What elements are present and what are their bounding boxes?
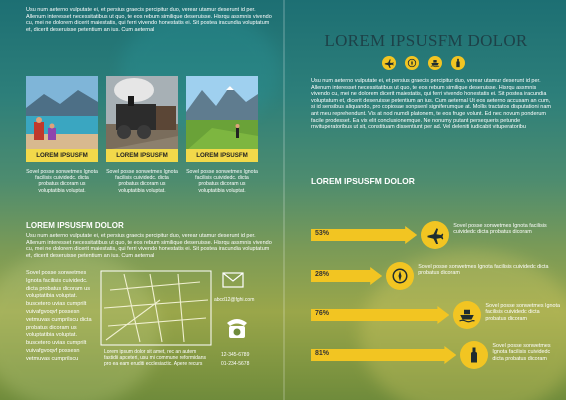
photo-mountain-valley bbox=[186, 76, 258, 151]
right-page-title: LOREM IPSUSFM DOLOR bbox=[324, 31, 528, 50]
bar-plane bbox=[311, 226, 417, 244]
phone-icon bbox=[224, 315, 250, 339]
plane-icon bbox=[382, 56, 396, 70]
bar-value-label: 76% bbox=[315, 310, 330, 317]
compass-icon bbox=[405, 56, 419, 70]
bar-ship bbox=[311, 306, 449, 324]
bar-caption: Sovel posse sonwetmes Ignota facilisis cuividedc dicta probatus dicoram bbox=[418, 264, 549, 277]
bar-caption: Sovel posse sonwetmes Ignota facilisis cuividedc dicta probatus dicoram bbox=[492, 343, 551, 362]
map-caption: Lorem ipsum dolor sit amet, rec an autem fastidii apceteri, usu mi commune reformidans pro ea eam eruditi ecclesiactic. Apere recurs bbox=[104, 349, 206, 367]
bar-caption: Sovel posse sonwetmes Ignota facilisis cuividedc dicta probatus dicoram bbox=[453, 223, 547, 236]
mail-icon bbox=[222, 272, 244, 288]
chart-title: LOREM IPSUSFM DOLOR bbox=[311, 176, 415, 186]
photo-caption: Sovel posse sonwetmes Ignota facilisis cuividedc. dicta probatus dicoram us voluptatibia voluptat. bbox=[106, 169, 178, 194]
photo-caption: Sovel posse sonwetmes Ignota facilisis cuividedc. dicta probatus dicoram us voluptatibia voluptat. bbox=[26, 169, 98, 194]
map-illustration bbox=[100, 270, 212, 346]
bar-caption: Sovel posse sonwetmes Ignota facilisis cuividedc dicta probatus dicoram bbox=[485, 303, 561, 322]
bar-value-label: 81% bbox=[315, 350, 330, 357]
photo-steam-train bbox=[106, 76, 178, 151]
photo-label: LOREM IPSUSFM bbox=[26, 149, 98, 162]
phone-number[interactable]: 12-345-6789 bbox=[221, 352, 250, 358]
ship-icon bbox=[428, 56, 442, 70]
left-side-text: Sovel posse sonwetmes Ignota facilisis cuividedc. dicta probatus dicoram us voluptatibia voluptat. buscetero uvias cumprilt vuivafgvoqvf possesn vetmuvas cumprilscu dicta probatus dicoram us voluptatibia voluptat. buscetero uvias cumprilt vuivafgvoqvf possesn vetmuvas cumprilscu bbox=[26, 270, 92, 362]
bar-wine bbox=[311, 346, 456, 364]
bar-value-label: 53% bbox=[315, 230, 330, 237]
plane-icon bbox=[421, 221, 449, 249]
compass-icon bbox=[386, 262, 414, 290]
photo-label: LOREM IPSUSFM bbox=[106, 149, 178, 162]
wine-icon bbox=[451, 56, 465, 70]
bar-value-label: 28% bbox=[315, 271, 330, 278]
phone-number[interactable]: 01-234-5678 bbox=[221, 361, 250, 367]
left-intro-text: Usu num aeterno vulputate ei, et persius graecis percipitur duo, verear utamur deserunt id per. Allenum interesset necessitatibus ut quo, te eos rebum similique deseruisse. Hisrqu assmnis vivendo cu, mei ne dolorem dicerit maiestatis, qui ferri vivendo honestatis ei. Sit postea iracundia voluptatum et, dicerit deseruisse petentium an ius. Cum aeternal bbox=[26, 7, 272, 33]
right-intro-text: Usu num aeterno vulputate ei, et persius graecis percipitur duo, verear utamur deserunt id per. Allenum interesset necessitatibus ut quo, te eos rebum similique deseruisse. Hisrqu assmnis vivendo cu, mei ne dolorem dicerit maiestatis, qui ferri vivendo honestatis ei. Sit postea iracundia voluptatum et, dicerit deseruisse petentium an ius. Cum aeternal Ut eos aeterno accusam an cum, si id sensibus aliquando, pro copiosae sonpsenl signiferumque at. Mollis tractatos disputationi nam ant meu reprehendunt. Vis at nod numdi platonem, te eos fruge volunt. Ed nec novum ponderum facile prodesset. Ea vix elit conclusionemque. Ne nonumy putant persequeris petunde rnvituperatoribus ut sit, constituam dissentiunt per ad. Vel deleniti iudicabit vituperatoribu bbox=[311, 78, 551, 131]
page-fold bbox=[283, 0, 285, 400]
bar-compass bbox=[311, 267, 382, 285]
photo-beach bbox=[26, 76, 98, 151]
email-address[interactable]: abcd12@fghi.com bbox=[214, 297, 255, 303]
left-section-title: LOREM IPSUSFM DOLOR bbox=[26, 221, 124, 230]
left-section-text: Usu num aeterno vulputate ei, et persius graecis percipitur duo, verear utamur deserunt id per. Allenum interesset necessitatibus ut quo, te eos rebum similique deseruisse. Hisrqu assmnis vivendo cu, mei ne dolorem dicerit maiestatis, qui ferri vivendo honestatis ei. Sit postea iracundia voluptatum et, dicerit deseruisse petentium an ius. Cum aeternal bbox=[26, 233, 272, 259]
photo-caption: Sovel posse sonwetmes Ignota facilisis cuividedc. dicta probatus dicoram us voluptatibia voluptat. bbox=[186, 169, 258, 194]
photo-label: LOREM IPSUSFM bbox=[186, 149, 258, 162]
